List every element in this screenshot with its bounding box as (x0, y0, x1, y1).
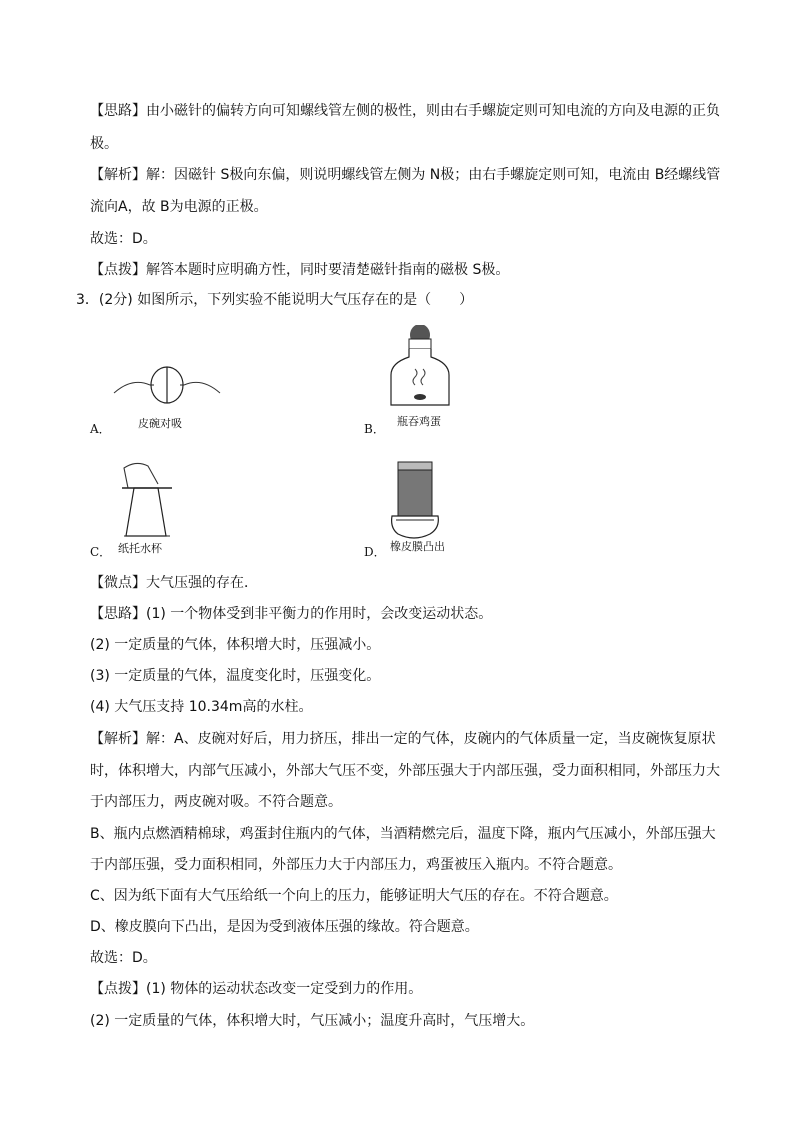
paper-cup-illustration (114, 458, 184, 540)
option-c-figure (114, 458, 194, 558)
concept-line: 【微点】大气压强的存在． (90, 575, 258, 591)
option-c-caption: 纸托水杯 (118, 542, 162, 555)
option-b-caption: 瓶吞鸡蛋 (397, 415, 441, 428)
option-d-figure (384, 458, 474, 558)
idea-line-1: 【思路】(1) 一个物体受到非平衡力的作用时，会改变运动状态。 (90, 606, 493, 622)
hint-line-cont: 极。 (90, 136, 118, 152)
option-d-label: D． (364, 545, 386, 559)
analysis-a-line-1: 【解析】解：A、皮碗对好后，用力挤压，排出一定的气体，皮碗内的气体质量一定，当皮碗恢复原状 (90, 731, 716, 747)
option-b-label: B． (364, 422, 385, 436)
analysis-d-line: D、橡皮膜向下凸出，是因为受到液体压强的缘故。符合题意。 (90, 919, 479, 935)
tip-line-3: (2) 一定质量的气体，体积增大时，气压减小；温度升高时，气压增大。 (90, 1013, 535, 1029)
suction-cups-illustration (112, 355, 222, 415)
analysis-a-line-2: 时，体积增大，内部气压减小，外部大气压不变，外部压强大于内部压强，受力面积相同，外部压力大 (90, 763, 720, 779)
answer-line-2: 故选：D。 (90, 950, 157, 966)
egg-bottle-illustration (385, 325, 455, 410)
analysis-b-line-1: B、瓶内点燃酒精棉球，鸡蛋封住瓶内的气体，当酒精燃完后，温度下降，瓶内气压减小，外部压强大 (90, 826, 716, 842)
option-c-label: C． (90, 545, 112, 559)
tip-line: 【点拨】解答本题时应明确方性，同时要清楚磁针指南的磁极 S极。 (90, 262, 510, 278)
analysis-a-line-3: 于内部压力，两皮碗对吸。不符合题意。 (90, 794, 342, 810)
analysis-b-line-2: 于内部压强，受力面积相同，外部压力大于内部压力，鸡蛋被压入瓶内。不符合题意。 (90, 857, 622, 873)
idea-line-2: (2) 一定质量的气体，体积增大时，压强减小。 (90, 637, 381, 653)
rubber-membrane-illustration (384, 458, 444, 540)
option-d-caption: 橡皮膜凸出 (390, 540, 445, 553)
hint-line: 【思路】由小磁针的偏转方向可知螺线管左侧的极性，则由右手螺旋定则可知电流的方向及电源的正负 (90, 103, 720, 119)
analysis-line: 【解析】解：因磁针 S极向东偏，则说明螺线管左侧为 N极；由右手螺旋定则可知，电流由 B经螺线管 (90, 167, 721, 183)
analysis-line-cont: 流向A，故 B为电源的正极。 (90, 199, 268, 215)
idea-line-3: (3) 一定质量的气体，温度变化时，压强变化。 (90, 668, 381, 684)
option-b-figure (385, 325, 455, 435)
question-3: 3．(2分) 如图所示，下列实验不能说明大气压存在的是（ ） (76, 292, 474, 308)
option-a-caption: 皮碗对吸 (138, 417, 182, 430)
option-a-figure (112, 355, 222, 435)
idea-line-4: (4) 大气压支持 10.34m高的水柱。 (90, 699, 313, 715)
option-a-label: A． (90, 422, 111, 436)
answer-line: 故选：D。 (90, 231, 157, 247)
tip-line-2: 【点拨】(1) 物体的运动状态改变一定受到力的作用。 (90, 981, 423, 997)
analysis-c-line: C、因为纸下面有大气压给纸一个向上的压力，能够证明大气压的存在。不符合题意。 (90, 888, 618, 904)
